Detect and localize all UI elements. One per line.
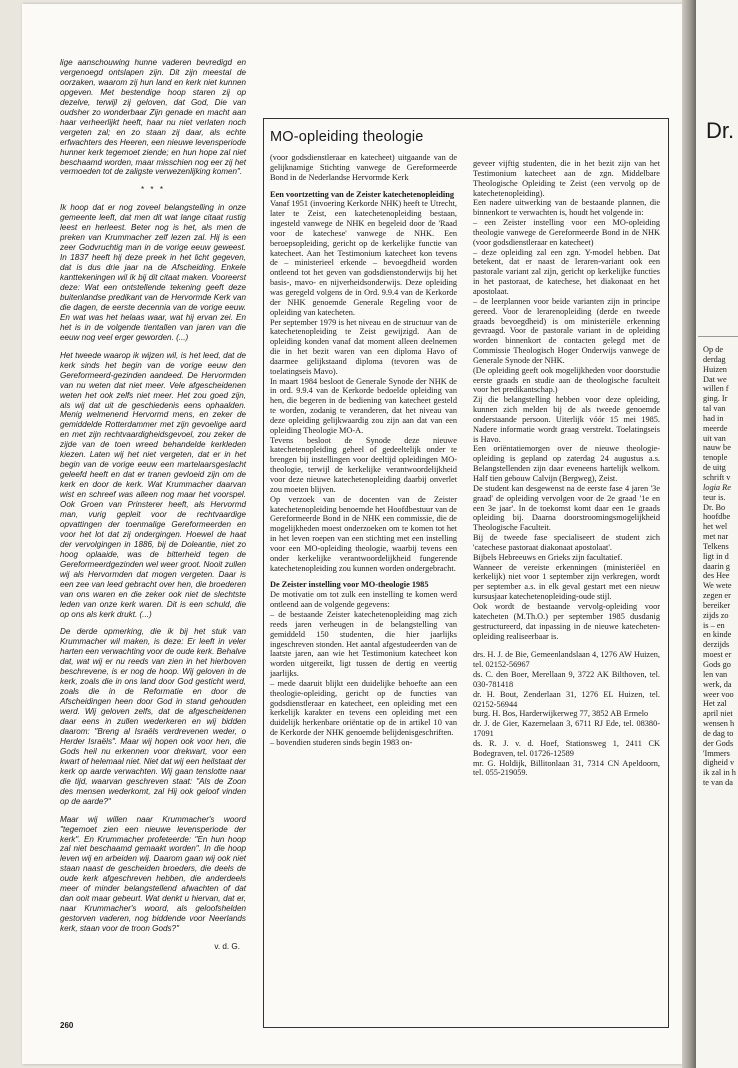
next-page-line: met nar <box>703 532 729 542</box>
contact-entry: ds. R. J. v. d. Hoef, Stationsweg 1, 2411 CK Bodegraven, tel. 01726-12589 <box>473 738 660 758</box>
next-page-line: zegen er <box>703 591 731 601</box>
next-page-line: nauw be <box>703 443 731 453</box>
next-page-line: werk, da <box>703 679 732 689</box>
next-page-line: april niet <box>703 709 733 719</box>
next-page-line: het wel <box>703 522 728 532</box>
next-page-line: ligt in d <box>703 551 729 561</box>
article-paragraph: Ook wordt de bestaande vervolg-opleiding voor katecheten (M.Th.O.) per september 1985 dusdanig gestructureerd, dat inpassing in de nieuwe katecheten-opleiding realiseerbaar is. <box>473 601 660 641</box>
next-page-rule <box>698 336 738 337</box>
contact-entry: burg. H. Bos, Harderwijkerweg 77, 3852 AB Ermelo <box>473 709 649 719</box>
author-signature: v. d. G. <box>214 942 240 952</box>
next-page-line: Het zal <box>703 699 727 709</box>
next-page-title: Dr. <box>706 118 735 143</box>
article-paragraph: – mede daaruit blijkt een duidelijke behoefte aan een theologie-opleiding, gericht op de functies van godsdienstleraar en katecheet, een opleiding met een kerkelijk karakter en tevens een opleiding met een duidelijk herkenbare oriëntatie op de in artikel 10 van de Kerkorde der NHK genoemde belijdenisgeschriften. <box>270 678 457 738</box>
commentary-paragraph: Het tweede waarop ik wijzen wil, is het leed, dat de kerk sinds het begin van de vorige eeuw den Gereformeerd-gezinden aandeed. De Hervormden van nu weten dat niet meer. Vele afgescheidenen weten het ook zelfs niet meer. Het zou goed zijn, als wij dat uit de geschiedenis eens ophaalden. Menig welmenend Hervormd mens, en zeker de gemiddelde Rotterdammer met zijn gevoelige aard en met zijn rechtvaardigheidsgevoel, zou zeker de zijde van de toen wreed behandelde kerkleden kiezen. Laten wij het niet vergeten, dat er in het begin van de vorige eeuw een martelaarsgeslacht geleefd heeft en dat er tranen gevloeid zijn om de kerk en door de kerk. Wat Krummacher daarvan wist en schreef was alleen nog maar het voorspel. Ook Groen van Prinsterer heeft, als Hervormd man, vurig gepleit voor de rechtvaardige opvattingen der toenmalige Gereformeerden en voor het lot dat zij ondergingen. Hoewel de haat der vervolgingen in 1886, bij de Doleantie, niet zo hoog oplaaide, was de bitterheid tegen de Gereformeerdgezinden wel weer groot. Nooit zullen wij als Hervormden dat mogen vergeten. Daar is een zee van leed gebracht over hen, die broederen van ons waren en die zeker ook niet de slechtste leden van onze kerk waren. Dit is een schuld, die op ons als kerk drukt. (...) <box>60 350 246 619</box>
next-page-line: uit van <box>703 433 726 443</box>
article-column-left <box>270 153 457 748</box>
article-paragraph: Vanaf 1951 (invoering Kerkorde NHK) heeft te Utrecht, later te Zeist, een katechetenopleiding bestaan, ingesteld vanwege de NHK en begeleid door de 'Raad voor de katechese' vanwege de NHK. Een beroepsopleiding, gericht op de kerkelijke functie van katecheet. Aan het Testimonium katecheet kon tevens de – ministerieel erkende – bevoegdheid worden ontleend tot het geven van godsdienstonderwijs bij het basis-, mavo- en nijverheidsonderwijs. Deze opleiding was geregeld volgens de in Ord. 9.9.4 van de Kerkorde der NHK genoemde Generale Regeling voor de opleiding van katecheten. <box>270 199 457 317</box>
next-page-line: had in <box>703 413 724 423</box>
article-paragraph: Een oriëntatiemorgen over de nieuwe theologie-opleiding is gepland op zaterdag 24 augustus a.s. Belangstellenden zijn daar eveneens hartelijk welkom. Half tien gebouw Calvijn (Bergweg), Zeist. <box>473 444 660 483</box>
commentary-paragraph: lige aanschouwing hunne vaderen bevredigd en vergenoegd ontslapen zijn. Dit zijn meestal de oorzaken, waarom zij hun land en kerk niet kunnen opgeven. Met bestendige hoop staren zij op dezelve, terwijl zij geloven, dat God, Die van oudsher zo wonderbaar Zijn genade en macht aan haar verheerlijkt heeft, haar nu niet verlaten noch vergeten zal; en zo staan zij daar, als echte erfwachters des Heeren, een nieuwe levensperiode hunner kerk tegemoet ziende; en hun hope zal niet beschaamd worden, maar misschien nog eer zij het vermoeden tot de zaligste verwezenlijking komen". <box>60 58 246 177</box>
next-page-edge <box>696 0 738 1068</box>
next-page-line: des Hee <box>703 571 730 581</box>
article-paragraph: – deze opleiding zal een zgn. Y-model hebben. Dat betekent, dat er naast de leraren-variant ook een pastorale variant zal zijn, gericht op kerkelijke functies in het pastoraat, de katechese, het diakonaat en het apostolaat. <box>473 247 660 296</box>
article-paragraph: Bij de tweede fase specialiseert de student zich 'catechese pastoraat diakonaat apostolaat'. <box>473 533 660 552</box>
next-page-line: hoofdbe <box>703 512 731 522</box>
section-divider: * * * <box>140 185 165 195</box>
next-page-line: Telkens <box>703 541 729 551</box>
article-paragraph: (De opleiding geeft ook mogelijkheden voor doorstudie eerste graads en studie aan de theologische faculteit voor het predikantschap.) <box>473 365 660 395</box>
next-page-line: weer voo <box>703 689 734 699</box>
article-paragraph: De student kan desgewenst na de eerste fase 4 jaren '3e graad' de opleiding vervolgen voor de 2e graad '1e en een 3e jaar'. In de toekomst komt daar een 1e graads opleiding bij. Daarna doorstroomingsmogelijkheid Theologische Faculteit. <box>473 483 660 533</box>
next-page-line: derzijds <box>703 640 730 650</box>
contact-entry: dr. J. de Gier, Kazernelaan 3, 6711 RJ Ede, tel. 08380-17091 <box>473 719 660 739</box>
next-page-line: teur is. <box>703 492 726 502</box>
section-heading: De Zeister instelling voor MO-theologie 1985 <box>270 580 429 590</box>
next-page-line: wensen h <box>703 719 735 729</box>
commentary-paragraph: Maar wij willen naar Krummacher's woord "tegemoet zien een nieuwe levensperiode der kerk". En Krummacher profeteerde: "En hun hoop zal niet beschaamd gemaakt worden". In die hoop leven wij en arbeiden wij. Daarom gaan wij ook niet staan naast de gescheiden broeders, die deels de oude kerk afgeschreven hebben, die anderdeels meer of minder belangstellend afwachten of dat dan ooit maar gebeurt. Wat denkt u hiervan, dat er, naar Krummacher's woord, als geloofshelden gestorven vaderen, nog biddende voor Neerlands kerk, staan voor de troon Gods?" <box>60 814 246 934</box>
next-page-line: zijds zo <box>703 610 729 620</box>
article-paragraph: geveer vijftig studenten, die in het bezit zijn van het Testimonium katecheet aan de zgn. Middelbare Theologische Opleiding te Zeist (een vervolg op de katechetenopleiding). <box>473 159 660 198</box>
article-paragraph: – de leerplannen voor beide varianten zijn in principe gereed. Voor de lerarenopleiding (derde en tweede graads bevoegdheid) is om ministeriële erkenning gevraagd. Voor de pastorale variant in de opleiding worden binnenkort de contacten gelegd met de Commissie Theologisch Hoger Onderwijs vanwege de Generale Synode der NHK. <box>473 296 660 365</box>
article-paragraph: Bijbels Hebreeuws en Grieks zijn facultatief. <box>473 552 623 562</box>
next-page-line: bereiker <box>703 600 731 610</box>
left-column-commentary <box>60 58 246 952</box>
next-page-line: tal van <box>703 404 726 414</box>
article-paragraph: – bovendien studeren sinds begin 1983 on- <box>270 737 413 747</box>
next-page-line: We wete <box>703 581 732 591</box>
article-paragraph: Tevens besloot de Synode deze nieuwe katechetenopleiding geheel of gedeeltelijk onder te brengen bij instellingen voor deeltijd opleidingen MO-theologie, terwijl de kerkelijke verantwoordelijkheid voor deze nieuwe katechetenopleiding daarbij onverlet zou moeten blijven. <box>270 435 457 494</box>
contact-entry: ds. C. den Boer, Merellaan 9, 3722 AK Bilthoven, tel. 030-781418 <box>473 670 660 689</box>
next-page-line: ging. Ir <box>703 394 728 404</box>
article-column-right <box>473 159 660 778</box>
article-paragraph: Zij die belangstelling hebben voor deze opleiding, kunnen zich melden bij de als tweede genoemde onderstaande persoon. Uiterlijk vóór 15 mei 1985. Nadere informatie wordt graag verstrekt. Toelatingseis is Havo. <box>473 395 660 444</box>
article-paragraph: De motivatie om tot zulk een instelling te komen werd ontleend aan de volgende gegevens: <box>270 590 457 610</box>
article-paragraph: Per september 1979 is het niveau en de structuur van de katechetenopleiding te Zeist gewijzigd. Aan de opleiding konden vanaf dat moment alleen deelnemen die in het bezit waren van een diploma Havo of daarmee gelijkstaand diploma (tevoren was de toelatingseis Mavo). <box>270 317 457 376</box>
next-page-line: Dat we <box>703 374 727 384</box>
contact-entry: mr. G. Holdijk, Billitonlaan 31, 7314 CN Apeldoorn, tel. 055-219059. <box>473 758 660 778</box>
next-page-line: 'Immers <box>703 748 730 758</box>
next-page-line: is – en <box>703 620 725 630</box>
contact-entry: drs. H. J. de Bie, Gemeenlandslaan 4, 1276 AW Huizen, tel. 02152-56967 <box>473 650 660 670</box>
next-page-line: meerde <box>703 423 728 433</box>
next-page-line: tenople <box>703 453 728 463</box>
next-page-line: digheid v <box>703 758 735 768</box>
next-page-line: de dag to <box>703 728 734 738</box>
next-page-line: logia Re <box>703 482 731 492</box>
article-title: MO-opleiding theologie <box>270 129 424 145</box>
next-page-line: Dr. Bo <box>703 502 726 512</box>
commentary-paragraph: De derde opmerking, die ik bij het stuk van Krummacher wil maken, is deze: Er leeft in veler harten een verwachting voor de oude kerk. Behalve dat, wat wij er nu reeds van zien in het hierboven beschrevene, is er nog de hoop. Wij geloven in de kerk, zoals die in ons land door God gesticht werd, zoals die in de Reformatie en door de Afscheidingen heen door God in stand gehouden werd. Wij geloven zelfs, dat de afgescheidenen daar eens in zullen wederkeren en wij bidden daarom: "Breng al Israëls verdrevenen weder, o Herder Israëls". Maar wij hopen ook voor hen, die Gods heil nu erkennen voor drekwart, voor een kwart of helemaal niet. Niet dat wij een heilstaat der kerk op aarde verwachten. Wij gaan tenslotte naar die tijd, waarvan geschreven staat: "Als de Zoon des mensen wederkomt, zal Hij ook geloof vinden op de aarde?" <box>60 627 246 806</box>
next-page-line: willen f <box>703 384 729 394</box>
next-page-line: en kinde <box>703 630 732 640</box>
next-page-line: de uitg <box>703 463 726 473</box>
article-box <box>263 118 669 1028</box>
next-page-line: len van <box>703 669 728 679</box>
article-paragraph: Op verzoek van de docenten van de Zeister katechetenopleiding benoemde het Hoofdbestuur van de Gereformeerde Bond in de NHK een commissie, die de mogelijkheden moest onderzoeken om te komen tot het in het leven roepen van een stichting met een instelling voor een MO-opleiding theologie, waarbij tevens een onder kerkelijke verantwoordelijkheid fungerende katechetenopleiding zou kunnen worden ondergebracht. <box>270 494 457 573</box>
next-page-line: Gods go <box>703 660 731 669</box>
contact-entry: dr. H. Bout, Zenderlaan 31, 1276 EL Huizen, tel. 02152-56944 <box>473 689 660 709</box>
page-gutter <box>682 0 696 1068</box>
next-page-line: Op de <box>703 345 724 354</box>
next-page-line: derdag <box>703 354 726 364</box>
next-page-line: daarin g <box>703 561 730 571</box>
section-heading: Een voortzetting van de Zeister katechetenopleiding <box>270 189 454 199</box>
next-page-line: te van da <box>703 778 733 788</box>
article-paragraph: Een nadere uitwerking van de bestaande plannen, die binnenkort te verwachten is, houdt het volgende in: <box>473 198 660 218</box>
article-paragraph: – de bestaande Zeister katechetenopleiding mag zich reeds jaren verheugen in de belangstelling van gemiddeld 150 studenten, die hier jaarlijks ingeschreven stonden. Het aantal afgestudeerden van de laatste jaren, aan wie het Testimonium katecheet kon worden uitgereikt, ligt tussen de dertig en veertig jaarlijks. <box>270 609 457 679</box>
article-paragraph: – een Zeister instelling voor een MO-opleiding theologie vanwege de Gereformeerde Bond in de NHK (voor godsdienstleraar en katecheet) <box>473 218 660 247</box>
next-page-line: schrift v <box>703 472 731 482</box>
article-intro: (voor godsdienstleraar en katecheet) uitgaande van de gelijknamige Stichting vanwege de Gereformeerde Bond in de Nederlandse Hervormde Kerk <box>270 153 457 182</box>
article-paragraph: In maart 1984 besloot de Generale Synode der NHK de in ord. 9.9.4 van de Kerkorde bedoelde opleiding van hen, die begeren in de bediening van katecheet gesteld te worden, zodanig te veranderen, dat het niveau van deze opleiding gelijkwaardig zou zijn aan dat van een opleiding Theologie MO-A. <box>270 376 457 435</box>
next-page-text <box>703 345 738 788</box>
next-page-line: Huizen <box>703 364 727 374</box>
article-paragraph: Wanneer de vereiste erkenningen (ministeriëel en kerkelijk) niet voor 1 september zijn verkregen, wordt per september a.s. in elk geval gestart met een nieuw kursusjaar katechetenopleiding-oude stijl. <box>473 562 660 602</box>
next-page-line: ik zal in h <box>703 768 736 778</box>
page-number: 260 <box>60 1021 74 1030</box>
next-page-line: der Gods <box>703 738 734 748</box>
next-page-line: moest er <box>703 650 732 660</box>
commentary-paragraph: Ik hoop dat er nog zoveel belangstelling in onze gemeente leeft, dat men dit wat lange citaat rustig leest en herleest. Beter nog is het, als men de preken van Krummacher zelf lezen zal. Hij is een zeer Godvruchtig man in de vorige eeuw geweest. In 1837 heeft hij deze preek in het licht gegeven, dat is dus drie jaar na de Afscheiding. Enkele kanttekeningen wil ik bij dit citaat maken. Vooreerst deze: Wat een ontstellende tekening geeft deze buitenlandse predikant van de Hervormde Kerk van die dagen, de eerste decennia van de vorige eeuw. En wat was het helaas waar, wat hij ervan zei. En het is in de volgende tientallen van jaren van die eeuw nog veel erger geworden. (...) <box>60 203 246 342</box>
